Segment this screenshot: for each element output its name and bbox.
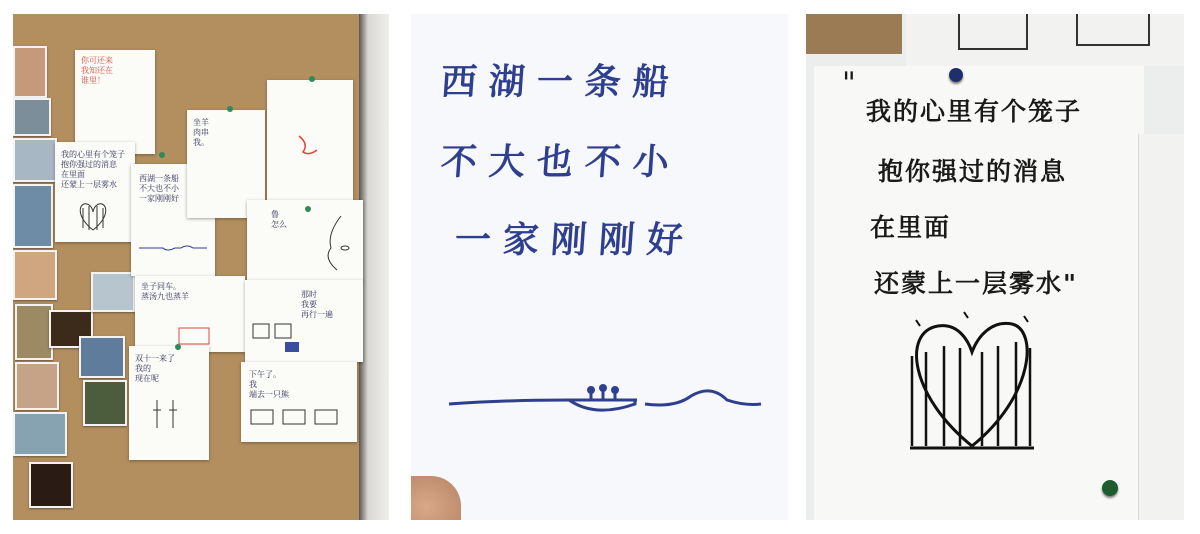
note-text: 下午了。 我 端去一只熊 [249,370,289,399]
finger-holding-sheet [411,476,461,520]
poem-line: 西湖一条船 [439,62,683,103]
cork-edge [806,14,902,54]
push-pin [227,106,233,112]
note-text: 西湖一条船 不大也不小 一家刚刚好 [139,174,179,203]
note-text: 鲁 怎么 [271,210,287,229]
green-push-pin [1102,480,1118,496]
photo [15,362,59,410]
opening-quote: " [842,66,856,101]
note-text: 你可还来 我知还在 谁里！ [81,56,113,85]
note-text: 坐子同车。 蒸汤九也蒸羊 [141,282,189,301]
push-pin [175,344,181,350]
face-sketch [317,214,357,274]
photo [79,336,125,378]
push-pin [159,152,165,158]
heart-cage-drawing [902,296,1042,466]
poem-line: 我的心里有个笼子 [866,97,1083,126]
photo [15,304,53,360]
heart-cage-sketch [73,200,113,232]
photo [13,250,57,300]
note-text: 坐羊 肉串 我。 [193,118,209,147]
poem-line: 还蒙上一层雾水" [874,269,1079,298]
boat-on-water-sketch [445,378,765,428]
push-pin [309,76,315,82]
figures-sketch [147,396,187,436]
note-card [55,142,135,242]
boxes-sketch [249,406,349,430]
red-sketch [293,130,323,158]
cart-sketch [175,320,215,348]
poem-line: 抱你强过的消息 [878,157,1068,186]
poem-line: 在里面 [870,213,952,242]
boat-sketch [137,238,209,252]
note-text: 我的心里有个笼子 抱你强过的消息 在里面 还蒙上一层雾水 [61,150,125,189]
photo [91,272,135,312]
note-card [129,346,209,460]
blue-push-pin [949,68,963,82]
note-card [267,80,353,206]
photo [83,380,127,426]
poem-line: 不大也不小 [439,142,683,183]
push-pin [305,206,311,212]
photo [13,98,51,136]
wall-edge [359,14,389,520]
photo [13,138,57,182]
boat-poem-photo [411,14,788,520]
photo [13,184,53,248]
adjacent-sheet [1138,134,1184,520]
note-text: 那时 我要 再行一遍 [301,290,333,319]
note-card [241,362,357,442]
boxes-sketch [251,320,301,354]
photo [13,46,47,98]
note-card [75,50,155,154]
note-card [247,200,363,282]
note-card [135,276,245,352]
photo [29,462,73,508]
upper-sheet [906,14,1184,66]
note-card [245,280,363,362]
poem-line: 一家刚刚好 [453,220,697,261]
cage-poem-photo [806,14,1184,520]
photo [13,412,67,456]
cork-board-photo [13,14,389,520]
note-text: 双十一来了 我的 现在呢 [135,354,175,383]
